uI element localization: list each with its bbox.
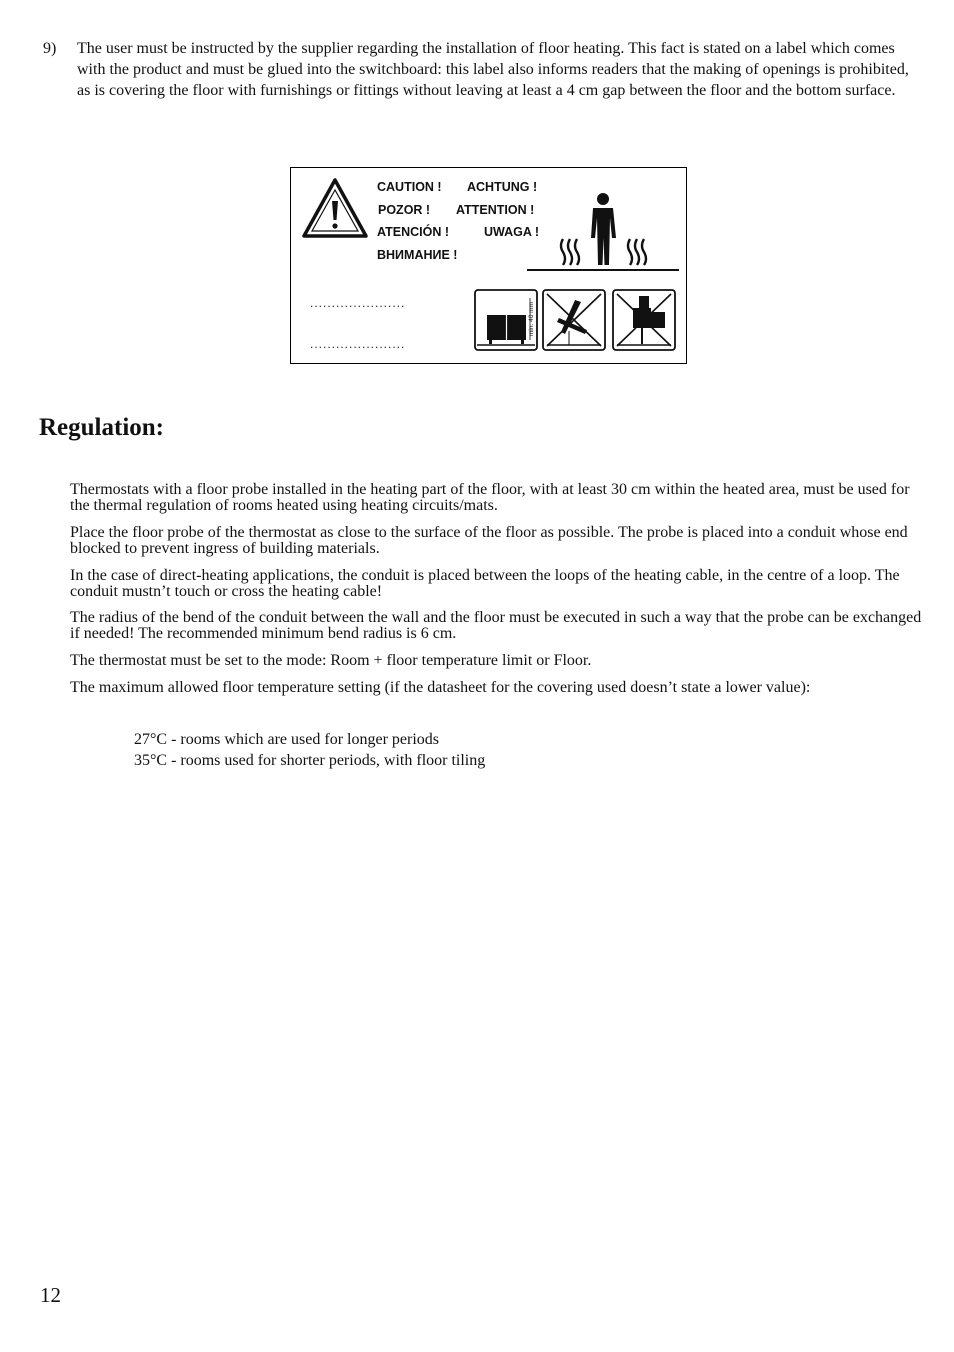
person-heat-icon xyxy=(527,193,679,270)
temperature-item: 35°C - rooms used for shorter periods, with floor tiling xyxy=(134,752,486,769)
warning-text: POZOR ! xyxy=(378,203,431,217)
warning-triangle-icon xyxy=(304,180,366,236)
warning-text: ACHTUNG ! xyxy=(467,180,538,194)
warning-text: ATENCIÓN ! xyxy=(377,225,449,239)
paragraph: The maximum allowed floor temperature setting (if the datasheet for the covering used doesn’t state a lower value): xyxy=(70,679,811,696)
furniture-clearance-icon xyxy=(475,290,537,350)
no-drill-icon xyxy=(613,290,675,350)
paragraph: In the case of direct-heating applications, the conduit is placed between the loops of the heating cable, in the centre of a loop. The conduit mustn’t touch or cross the heating cable! xyxy=(70,567,900,600)
paragraph: Thermostats with a floor probe installed in the heating part of the floor, with at least 30 cm within the heated area, must be used for the thermal regulation of rooms heated using heating circuits/mats. xyxy=(70,481,910,514)
dotted-line: ...................... xyxy=(310,296,406,310)
list-item-9 xyxy=(43,38,913,101)
paragraph: Place the floor probe of the thermostat as close to the surface of the floor as possible. The probe is placed into a conduit whose end blocked to prevent ingress of building materials. xyxy=(70,524,908,557)
no-nail-icon xyxy=(543,290,605,350)
warning-text: ATTENTION ! xyxy=(456,203,535,217)
clearance-text: min. 40 mm xyxy=(528,302,535,336)
dotted-line: ...................... xyxy=(310,337,406,351)
warning-label-graphics xyxy=(291,168,686,363)
section-heading: Regulation: xyxy=(39,414,164,441)
paragraph: The thermostat must be set to the mode: Room + floor temperature limit or Floor. xyxy=(70,652,592,669)
paragraph: The radius of the bend of the conduit between the wall and the floor must be executed in such a way that the probe can be exchanged if needed! The recommended minimum bend radius is 6 cm. xyxy=(70,609,922,642)
temperature-item: 27°C - rooms which are used for longer periods xyxy=(134,731,439,748)
warning-label xyxy=(290,167,687,364)
warning-text: ВНИМАНИЕ ! xyxy=(377,248,458,262)
list-item-text: The user must be instructed by the supplier regarding the installation of floor heating. This fact is stated on a label which comes with the product and must be glued into the switchboard: this label also informs readers that the making of openings is prohibited, as is covering the floor with furnishings or fittings without leaving at least a 4 cm gap between the floor and the bottom surface. xyxy=(77,40,909,99)
warning-text: UWAGA ! xyxy=(484,225,540,239)
warning-text: CAUTION ! xyxy=(377,180,442,194)
list-number: 9) xyxy=(43,40,57,57)
page-number: 12 xyxy=(40,1283,61,1307)
